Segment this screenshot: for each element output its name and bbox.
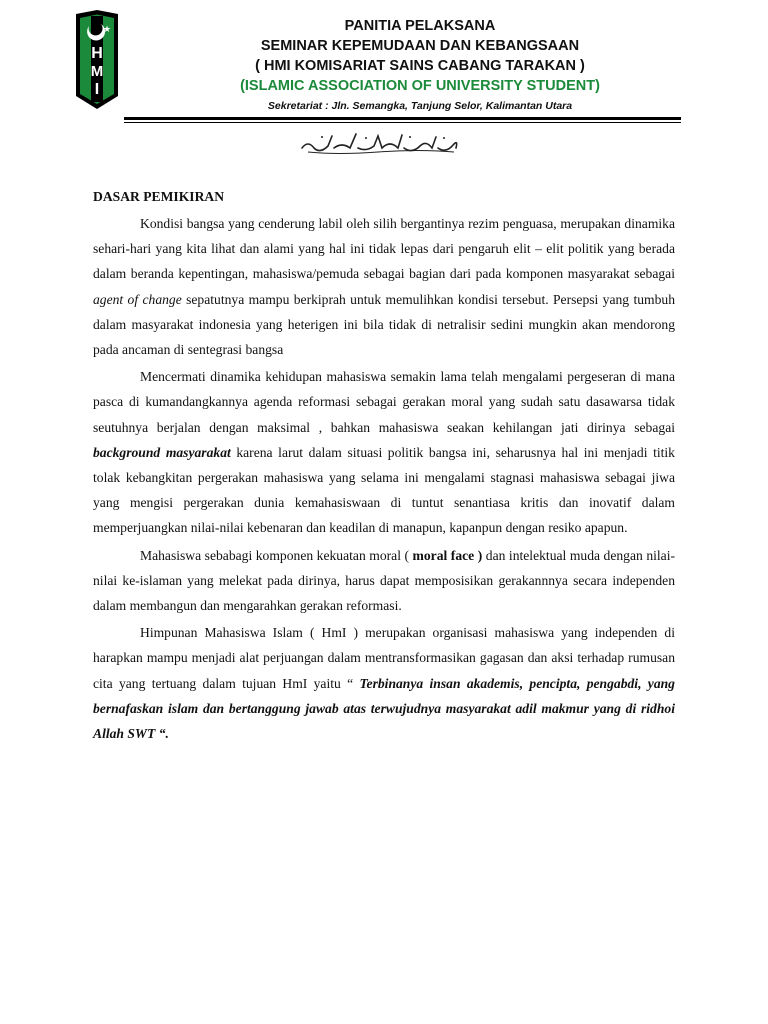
document-body (93, 186, 675, 746)
p3-text-b: dan intelektual muda dengan nilai-nilai ke-islaman yang melekat pada dirinya, harus dapat memposisikan gerakannnya secara independen dalam membangun dan mengarahkan gerakan reformasi. (93, 547, 676, 614)
hmi-logo (74, 10, 120, 110)
paragraph-1 (93, 211, 675, 362)
secretariat-address: Sekretariat : Jln. Semangka, Tanjung Selor, Kalimantan Utara (267, 100, 573, 112)
p3-text-a: Mahasiswa sebabagi komponen kekuatan moral ( (140, 547, 413, 563)
p4-text-a: Himpunan Mahasiswa Islam ( HmI ) merupakan organisasi mahasiswa yang independen di harapkan mampu menjadi alat perjuangan dalam mentransformasikan gagasan dan aksi terhadap rumusan cita yang tertuang dalam tujuan HmI yaitu “ (93, 625, 675, 691)
seminar-title: SEMINAR KEPEMUDAAN DAN KEBANGSAAN (260, 38, 580, 54)
logo-letter-h: H (91, 45, 103, 62)
organization-english-name: (ISLAMIC ASSOCIATION OF UNIVERSITY STUDENT) (240, 78, 600, 94)
p4-emphasis: Terbinanya insan akademis, pencipta, pengabdi, yang bernafaskan islam dan bertanggung jawab atas terwujudnya masyarakat adil makmur yang di ridhoi Allah SWT “. (93, 675, 675, 742)
letterhead (140, 16, 700, 114)
p1-emphasis: agent of change (93, 291, 182, 307)
p1-text-a: Kondisi bangsa yang cenderung labil oleh silih bergantinya rezim penguasa, merupakan dinamika sehari-hari yang kita lihat dan alami yang hal ini tidak lepas dari pengaruh elit – elit politik yang berada dalam beranda kepentingan, mahasiswa/pemuda sebagai bagian dari pada komponen masyarakat sebagai (93, 216, 675, 282)
p2-emphasis: background masyarakat (93, 444, 231, 460)
section-heading: DASAR PEMIKIRAN (93, 189, 225, 204)
logo-letter-m: M (90, 63, 104, 80)
star-icon: ★ (103, 25, 112, 35)
p3-bold: moral face ) (412, 547, 483, 563)
organization-branch: ( HMI KOMISARIAT SAINS CABANG TARAKAN ) (255, 58, 585, 74)
paragraph-3 (93, 543, 675, 619)
logo-letter-i: I (94, 81, 100, 98)
p2-text-a: Mencermati dinamika kehidupan mahasiswa semakin lama telah mengalami pergeseran di mana pasca di kumandangkannya agenda reformasi sebagai gerakan moral yang sudah satu dasawarsa tidak seutuhnya berjalan dengan maksimal , bahkan mahasiswa seakan kehilangan jati dirinya sebagai (93, 369, 675, 435)
p2-text-b: karena larut dalam situasi politik bangsa ini, seharusnya hal ini menjadi titik tolak kebangkitan pergerakan mahasiswa yang selama ini mengalami stagnasi mahasiswa sebagai jiwa yang mengisi pergerakan dunia kemahasiswaan di tuntut senantiasa kritis dan inovatif dalam memperjuangkan nilai-nilai kebenaran dan keadilan di manapun, kapanpun dengan resiko apapun. (93, 444, 675, 536)
committee-title: PANITIA PELAKSANA (344, 18, 496, 34)
basmalah-calligraphy (298, 128, 462, 156)
paragraph-2 (93, 364, 675, 540)
paragraph-4 (93, 620, 675, 746)
header-rule-thick (124, 117, 681, 120)
header-rule-thin (124, 122, 681, 123)
p1-text-b: sepatutnya mampu berkiprah untuk memulihkan kondisi tersebut. Persepsi yang tumbuh dalam masyarakat indonesia yang heterigen ini bila tidak di netralisir sedini mungkin akan mendorong pada ancaman di sentegrasi bangsa (93, 291, 675, 358)
